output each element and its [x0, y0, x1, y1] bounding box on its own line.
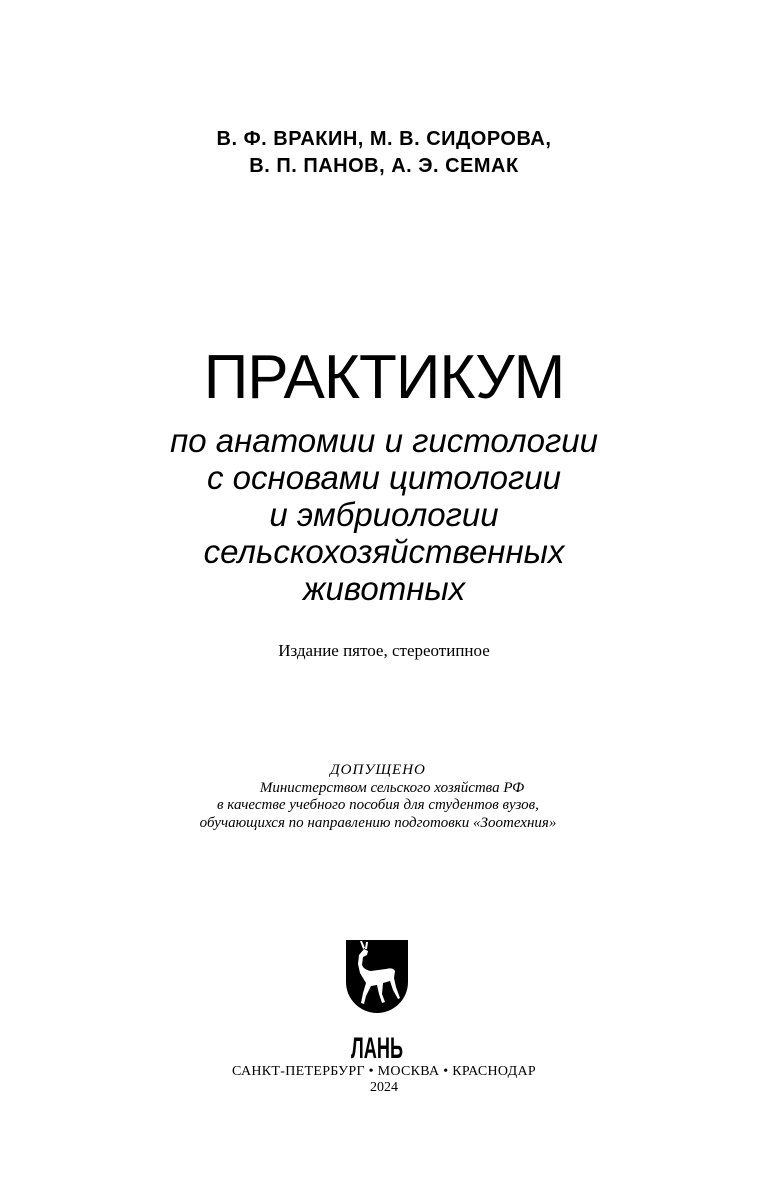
subtitle-line-1: по анатомии и гистологии — [170, 422, 598, 459]
subtitle-line-4: сельскохозяйственных — [203, 533, 565, 570]
authors-line-2: В. П. ПАНОВ, А. Э. СЕМАК — [249, 155, 519, 177]
approval-line-3: в качестве учебного пособия для студентов вузов, — [217, 797, 539, 813]
publisher-name: ЛАНЬ — [351, 1032, 403, 1065]
book-subtitle — [0, 422, 768, 607]
approval-block — [140, 762, 616, 832]
publication-year: 2024 — [370, 1080, 398, 1095]
publication-cities: САНКТ-ПЕТЕРБУРГ • МОСКВА • КРАСНОДАР — [232, 1064, 536, 1079]
book-title: ПРАКТИКУМ — [203, 343, 565, 412]
authors — [0, 126, 768, 180]
approval-heading: ДОПУЩЕНО — [330, 762, 426, 778]
subtitle-line-2: с основами цитологии — [207, 459, 561, 496]
approval-line-2: Министерством сельского хозяйства РФ — [259, 779, 525, 796]
publisher-logo — [344, 938, 410, 1065]
edition-note: Издание пятое, стереотипное — [278, 641, 490, 660]
subtitle-line-3: и эмбриологии — [269, 496, 499, 533]
doe-emblem-icon — [346, 940, 408, 1013]
authors-line-1: В. Ф. ВРАКИН, М. В. СИДОРОВА, — [216, 128, 552, 150]
approval-line-4: обучающихся по направлению подготовки «Зоотехния» — [199, 814, 557, 831]
subtitle-line-5: животных — [302, 570, 466, 607]
